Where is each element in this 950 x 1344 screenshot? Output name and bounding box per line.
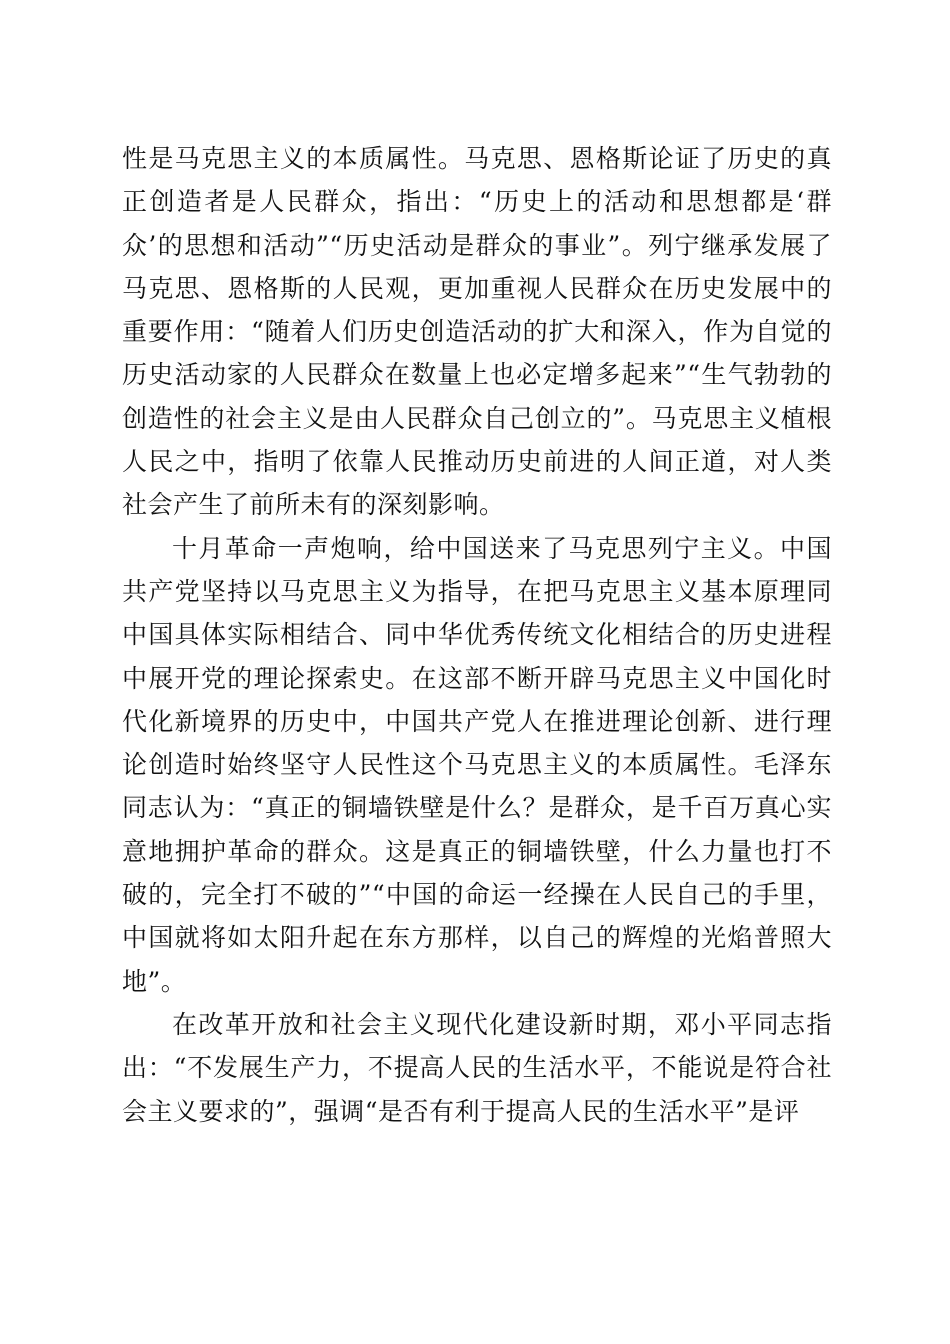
paragraph-3: 在改革开放和社会主义现代化建设新时期，邓小平同志指出：“不发展生产力，不提高人民的生活水平，不能说是符合社会主义要求的”，强调“是否有利于提高人民的生活水平”是评	[122, 1009, 832, 1126]
paragraph-2: 十月革命一声炮响，给中国送来了马克思列宁主义。中国共产党坚持以马克思主义为指导，在把马克思主义基本原理同中国具体实际相结合、同中华优秀传统文化相结合的历史进程中展开党的理论探索史。在这部不断开辟马克思主义中国化时代化新境界的历史中，中国共产党人在推进理论创新、进行理论创造时始终坚守人民性这个马克思主义的本质属性。毛泽东同志认为：“真正的铜墙铁壁是什么？是群众，是千百万真心实意地拥护革命的群众。这是真正的铜墙铁壁，什么力量也打不破的，完全打不破的”“中国的命运一经操在人民自己的手里，中国就将如太阳升起在东方那样，以自己的辉煌的光焰普照大地”。	[122, 533, 832, 996]
document-page	[122, 137, 832, 1133]
paragraph-1: 性是马克思主义的本质属性。马克思、恩格斯论证了历史的真正创造者是人民群众，指出：“历史上的活动和思想都是‘群众’的思想和活动”“历史活动是群众的事业”。列宁继承发展了马克思、恩格斯的人民观，更加重视人民群众在历史发展中的重要作用：“随着人们历史创造活动的扩大和深入，作为自觉的历史活动家的人民群众在数量上也必定增多起来”“生气勃勃的创造性的社会主义是由人民群众自己创立的”。马克思主义植根人民之中，指明了依靠人民推动历史前进的人间正道，对人类社会产生了前所未有的深刻影响。	[122, 144, 832, 520]
